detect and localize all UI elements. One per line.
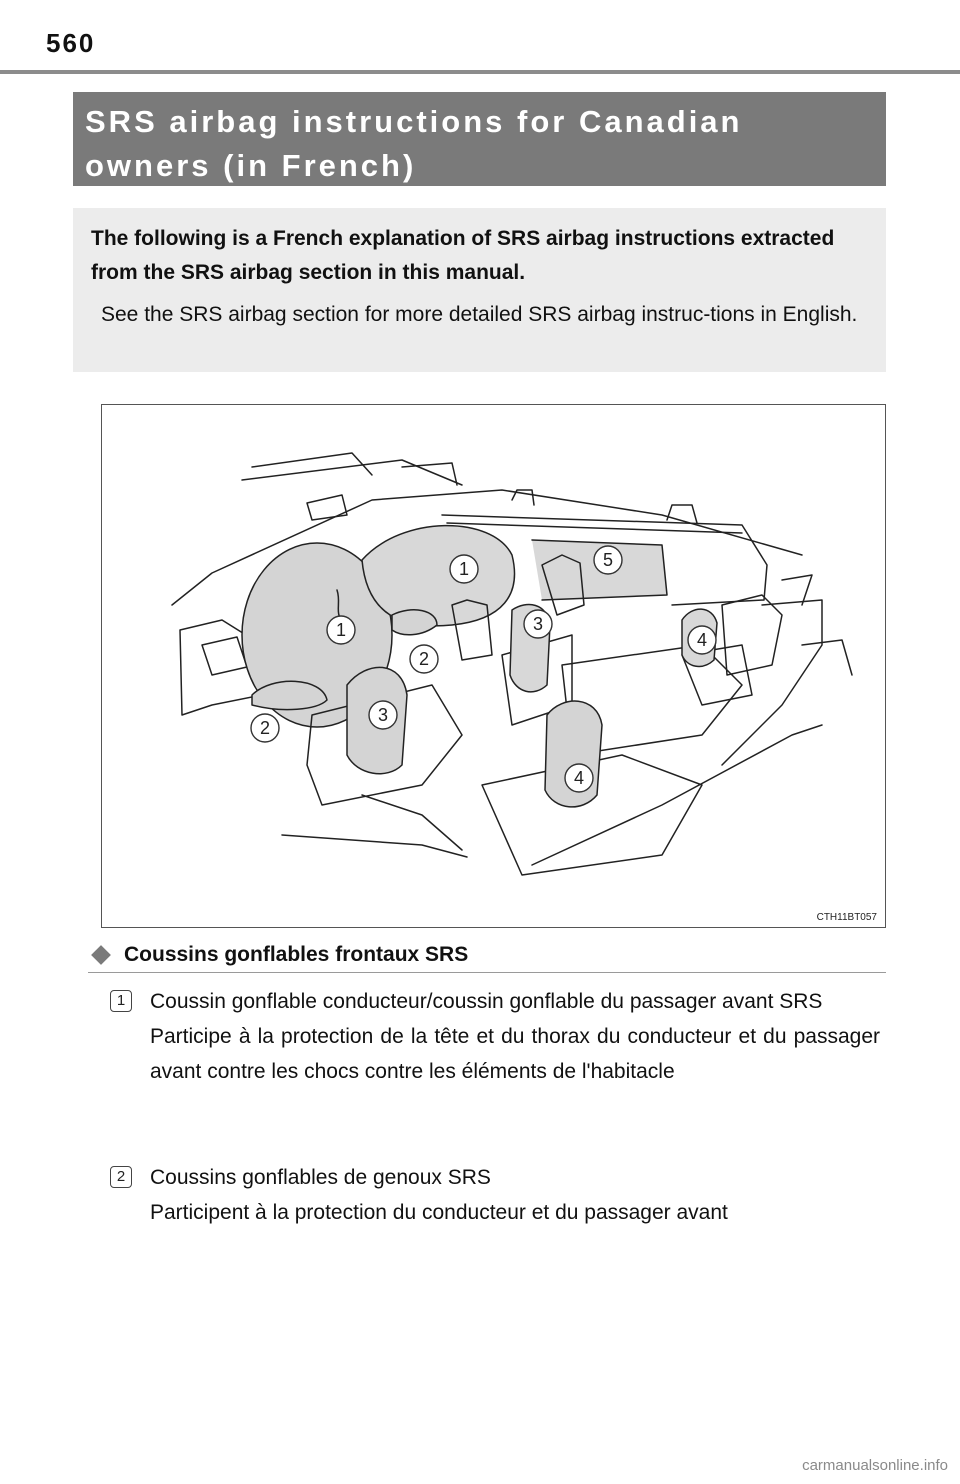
page-title: SRS airbag instructions for Canadian owners (in French) — [85, 104, 743, 183]
intro-box — [73, 208, 886, 372]
svg-text:4: 4 — [696, 630, 708, 650]
callout-4-rear-left — [565, 764, 593, 792]
item-body — [150, 984, 880, 1089]
callout-3-passenger-side — [524, 610, 552, 638]
svg-text:1: 1 — [335, 620, 347, 640]
svg-text:1: 1 — [458, 559, 470, 579]
list-item — [110, 984, 880, 1089]
svg-text:2: 2 — [259, 718, 271, 738]
list-item — [110, 1160, 880, 1230]
svg-text:5: 5 — [602, 550, 614, 570]
intro-note: See the SRS airbag section for more detailed SRS airbag instruc-tions in English. — [101, 303, 858, 326]
callout-3-driver-side — [369, 701, 397, 729]
section-heading-text: Coussins gonflables frontaux SRS — [124, 943, 469, 966]
item-number-badge: 1 — [110, 990, 132, 1012]
svg-text:3: 3 — [532, 614, 544, 634]
callout-2-driver-knee — [251, 714, 279, 742]
diamond-bullet-icon — [91, 945, 111, 965]
section-heading — [88, 938, 886, 973]
watermark: carmanualsonline.info — [802, 1457, 948, 1474]
figure-code: CTH11BT057 — [816, 912, 877, 923]
svg-text:2: 2 — [418, 649, 430, 669]
vehicle-interior-drawing — [102, 405, 885, 927]
intro-text: The following is a French explanation of SRS airbag instructions extracted from the SRS airbag section in this manual. — [91, 227, 835, 284]
svg-text:3: 3 — [377, 705, 389, 725]
page-number: 560 — [46, 28, 96, 58]
section-title-bar — [73, 92, 886, 186]
item-title: Coussin gonflable conducteur/coussin gonflable du passager avant SRS — [150, 990, 823, 1013]
callout-4-rear-right — [688, 626, 716, 654]
svg-text:4: 4 — [573, 768, 585, 788]
header-rule — [0, 70, 960, 74]
item-description: Participe à la protection de la tête et du thorax du conducteur et du passager avant contre les chocs contre les éléments de l'habitacle — [150, 1025, 880, 1083]
airbag-illustration — [101, 404, 886, 928]
item-title: Coussins gonflables de genoux SRS — [150, 1166, 491, 1189]
callout-1-driver — [327, 616, 355, 644]
item-number-badge: 2 — [110, 1166, 132, 1188]
item-description: Participent à la protection du conducteur et du passager avant — [150, 1201, 728, 1224]
callout-2-passenger-knee — [410, 645, 438, 673]
callout-5-curtain — [594, 546, 622, 574]
callout-1-passenger — [450, 555, 478, 583]
item-body — [150, 1160, 880, 1230]
